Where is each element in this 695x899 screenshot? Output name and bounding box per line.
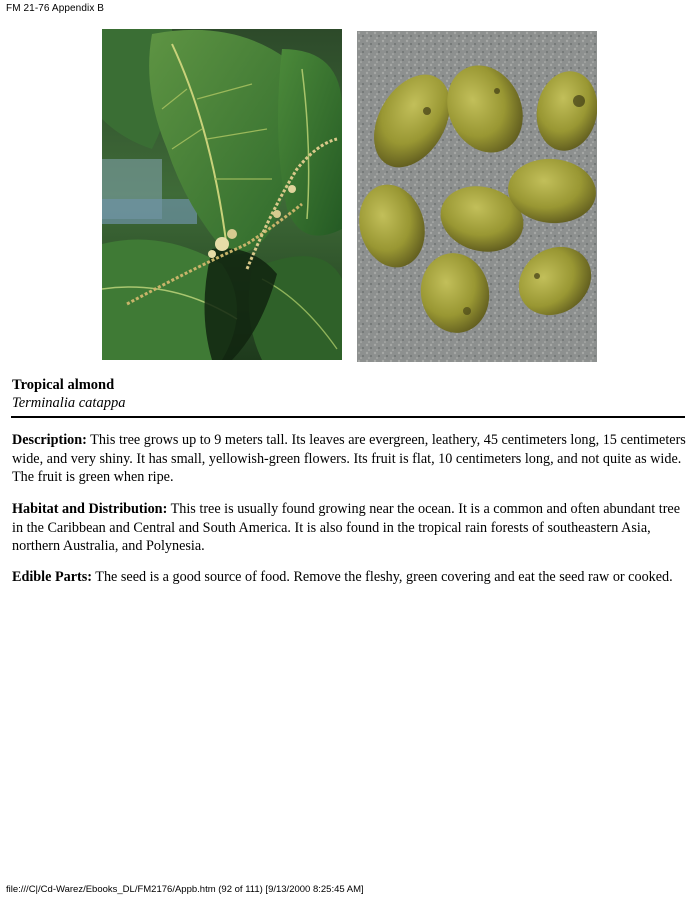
habitat-label: Habitat and Distribution: [12, 501, 168, 517]
plant-common-name: Tropical almond [12, 377, 115, 393]
section-divider [11, 416, 685, 418]
description-paragraph [12, 431, 688, 487]
page-footer-url: file:///C|/Cd-Warez/Ebooks_DL/FM2176/Appb.htm (92 of 111) [9/13/2000 8:25:45 AM] [6, 884, 364, 895]
plant-title-block [12, 377, 125, 412]
edible-parts-text: The seed is a good source of food. Remove the fleshy, green covering and eat the seed raw or cooked. [95, 569, 673, 585]
description-text: This tree grows up to 9 meters tall. Its leaves are evergreen, leathery, 45 centimeters long, 15 centimeters wide, and very shiny. It has small, yellowish-green flowers. Its fruit is flat, 10 centimeters long, and not quite as wide. The fruit is green when ripe. [12, 432, 686, 485]
tropical-almond-leaves-photo [102, 29, 342, 360]
description-label: Description: [12, 432, 87, 448]
page-header: FM 21-76 Appendix B [6, 3, 105, 14]
edible-parts-paragraph [12, 568, 688, 587]
plant-latin-name: Terminalia catappa [12, 395, 126, 411]
habitat-text: This tree is usually found growing near the ocean. It is a common and often abundant tree in the Caribbean and Central and South America. It is also found in the tropical rain forests of southeastern Asia, northern Australia, and Polynesia. [12, 501, 681, 554]
edible-parts-label: Edible Parts: [12, 569, 92, 585]
tropical-almond-fruits-photo [357, 31, 597, 362]
habitat-paragraph [12, 500, 688, 556]
